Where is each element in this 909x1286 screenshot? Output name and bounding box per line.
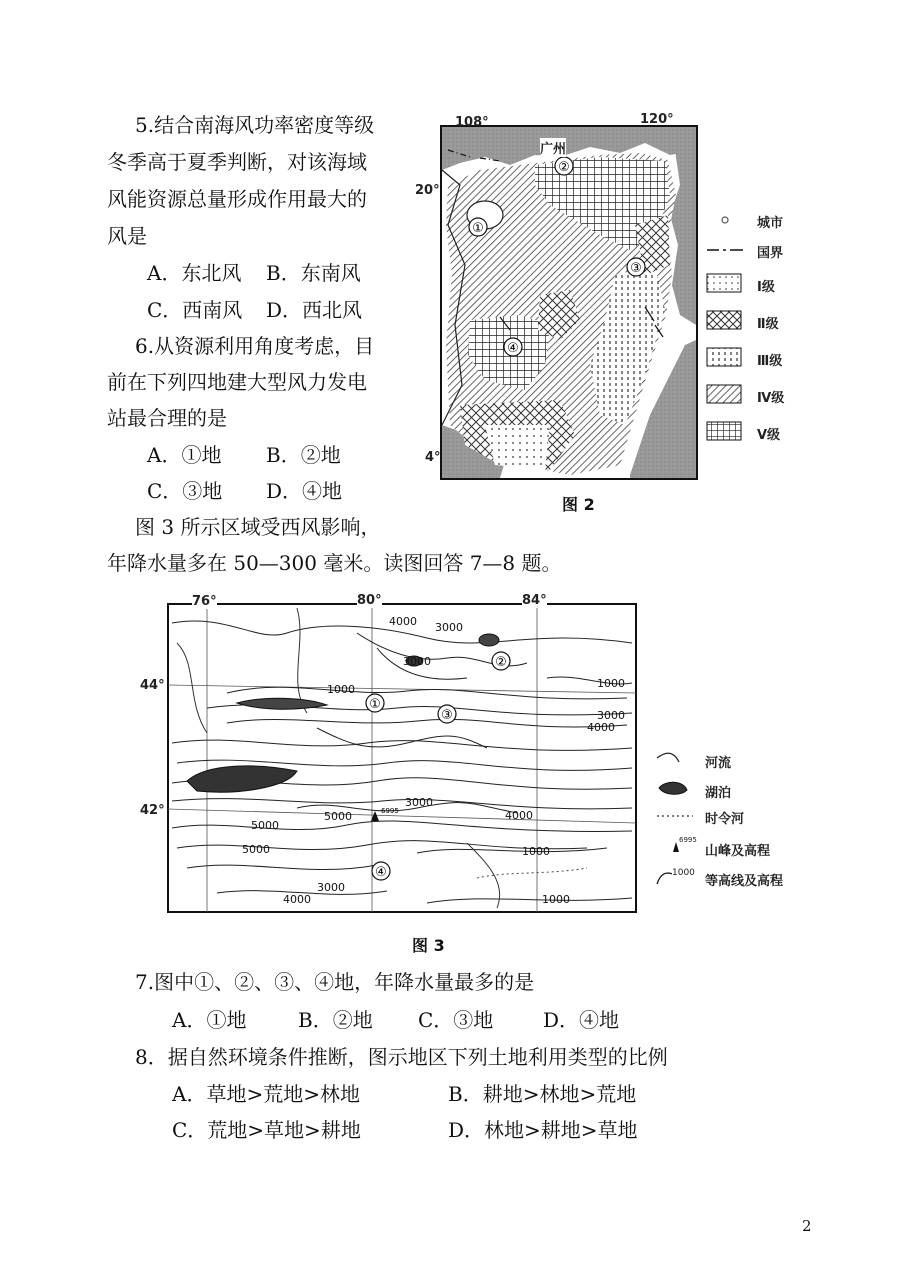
city-icon <box>722 217 728 223</box>
q5-option-a: A．东北风 <box>147 261 242 285</box>
fig2-lon-120: 120° <box>640 112 674 127</box>
fig2-lat-4: 4° <box>425 450 441 465</box>
fig3-lon-84: 84° <box>522 593 547 608</box>
fig3-marker-text: ② <box>495 655 507 670</box>
q7-option-d: D．④地 <box>543 1008 620 1032</box>
figure-3-legend <box>655 748 815 893</box>
contour-label: 3000 <box>317 881 345 894</box>
q5-option-b: B．东南风 <box>266 261 361 285</box>
legend-river-label: 河流 <box>705 756 732 771</box>
figure-2-legend <box>705 208 825 458</box>
legend-contour-label: 等高线及高程 <box>705 874 784 889</box>
q6-line-3: 站最合理的是 <box>107 406 227 430</box>
peak-elevation-label: 6995 <box>381 807 399 815</box>
fig3-marker-4 <box>372 862 390 880</box>
fig2-marker-3 <box>627 258 645 276</box>
lake-icon <box>659 782 687 794</box>
legend-level3-label: Ⅲ级 <box>757 354 783 369</box>
level5-pattern <box>707 422 741 440</box>
q8-option-a: A．草地>荒地>林地 <box>172 1082 360 1106</box>
legend-level5-label: Ⅴ级 <box>757 428 781 443</box>
fig2-marker-text: ① <box>472 221 484 236</box>
fig3-lon-80: 80° <box>357 593 382 608</box>
legend-contour-value: 1000 <box>672 868 695 878</box>
fig3-lon-76: 76° <box>192 594 217 609</box>
contour-label: 5000 <box>242 843 270 856</box>
level3-pattern <box>707 348 741 366</box>
fig2-marker-text: ③ <box>630 261 642 276</box>
q8-option-b: B．耕地>林地>荒地 <box>448 1082 637 1106</box>
legend-level4-label: Ⅳ级 <box>757 391 785 406</box>
level1-pattern <box>707 274 741 292</box>
fig3-marker-1 <box>366 694 384 712</box>
contour-label: 1000 <box>327 683 355 696</box>
contour-label: 3000 <box>405 796 433 809</box>
legend-peak-label: 山峰及高程 <box>705 844 771 859</box>
legend-lake-label: 湖泊 <box>705 786 732 801</box>
contour-label: 1000 <box>542 893 570 906</box>
q5-line-3: 风能资源总量形成作用最大的 <box>107 187 367 211</box>
q6-option-b: B．②地 <box>266 443 341 467</box>
contour-label: 4000 <box>389 615 417 628</box>
contour-label: 1000 <box>597 677 625 690</box>
q6-option-c: C．③地 <box>147 479 223 503</box>
figure-3-map <box>167 603 637 913</box>
figure-3-caption: 图 3 <box>412 936 445 955</box>
intro-line-1: 图 3 所示区域受西风影响， <box>135 515 381 539</box>
fig3-lat-44: 44° <box>140 678 165 693</box>
fig2-lon-108: 108° <box>455 115 489 130</box>
intro-line-2: 年降水量多在 50—300 毫米。读图回答 7—8 题。 <box>107 551 562 575</box>
legend-peak-value: 6995 <box>679 836 697 844</box>
q6-line-1: 6.从资源利用角度考虑，目 <box>135 334 375 358</box>
contour-label: 1000 <box>522 845 550 858</box>
q7-option-a: A．①地 <box>172 1008 247 1032</box>
legend-city-label: 城市 <box>757 216 784 231</box>
fig3-lat-42: 42° <box>140 803 165 818</box>
legend-seasonal-river-label: 时令河 <box>705 812 745 827</box>
fig2-marker-text: ④ <box>507 341 519 356</box>
q8-option-d: D．林地>耕地>草地 <box>448 1118 638 1142</box>
fig3-marker-3 <box>438 705 456 723</box>
q5-option-d: D．西北风 <box>266 298 363 322</box>
contour-label: 4000 <box>587 721 615 734</box>
q6-line-2: 前在下列四地建大型风力发电 <box>107 370 367 394</box>
fig2-marker-text: ② <box>558 160 570 175</box>
legend-level2-label: Ⅱ级 <box>757 317 779 332</box>
fig2-marker-4 <box>504 338 522 356</box>
q8-option-c: C．荒地>草地>耕地 <box>172 1118 361 1142</box>
q6-option-a: A．①地 <box>147 443 222 467</box>
figure-2-map <box>440 125 698 480</box>
contour-label: 3000 <box>597 709 625 722</box>
legend-level1-label: Ⅰ级 <box>757 280 775 295</box>
fig2-marker-2 <box>555 157 573 175</box>
q8-stem: 8．据自然环境条件推断，图示地区下列土地利用类型的比例 <box>135 1045 668 1069</box>
figure-2-caption: 图 2 <box>562 495 595 514</box>
contour-icon <box>657 873 673 884</box>
q7-option-b: B．②地 <box>298 1008 373 1032</box>
level4-pattern <box>707 385 741 403</box>
level2-pattern <box>707 311 741 329</box>
q7-stem: 7.图中①、②、③、④地，年降水量最多的是 <box>135 970 535 994</box>
river-icon <box>657 753 679 762</box>
q5-line-4: 风是 <box>107 224 147 248</box>
contour-label: 3000 <box>403 655 431 668</box>
contour-label: 3000 <box>435 621 463 634</box>
fig3-marker-text: ③ <box>441 708 453 723</box>
q5-line-2: 冬季高于夏季判断，对该海域 <box>107 150 367 174</box>
q5-option-c: C．西南风 <box>147 298 243 322</box>
q7-option-c: C．③地 <box>418 1008 494 1032</box>
legend-border-label: 国界 <box>757 246 784 261</box>
contour-label: 4000 <box>505 809 533 822</box>
fig2-marker-1 <box>469 218 487 236</box>
fig3-marker-text: ① <box>369 697 381 712</box>
fig2-lat-20: 20° <box>415 183 440 198</box>
fig3-marker-2 <box>492 652 510 670</box>
contour-label: 5000 <box>251 819 279 832</box>
fig3-marker-text: ④ <box>375 865 387 880</box>
q6-option-d: D．④地 <box>266 479 343 503</box>
fig2-city-guangzhou: 广州 <box>540 138 566 157</box>
contour-label: 4000 <box>283 893 311 906</box>
page-number: 2 <box>802 1217 812 1235</box>
q5-line-1: 5.结合南海风功率密度等级 <box>135 113 375 137</box>
contour-label: 5000 <box>324 810 352 823</box>
